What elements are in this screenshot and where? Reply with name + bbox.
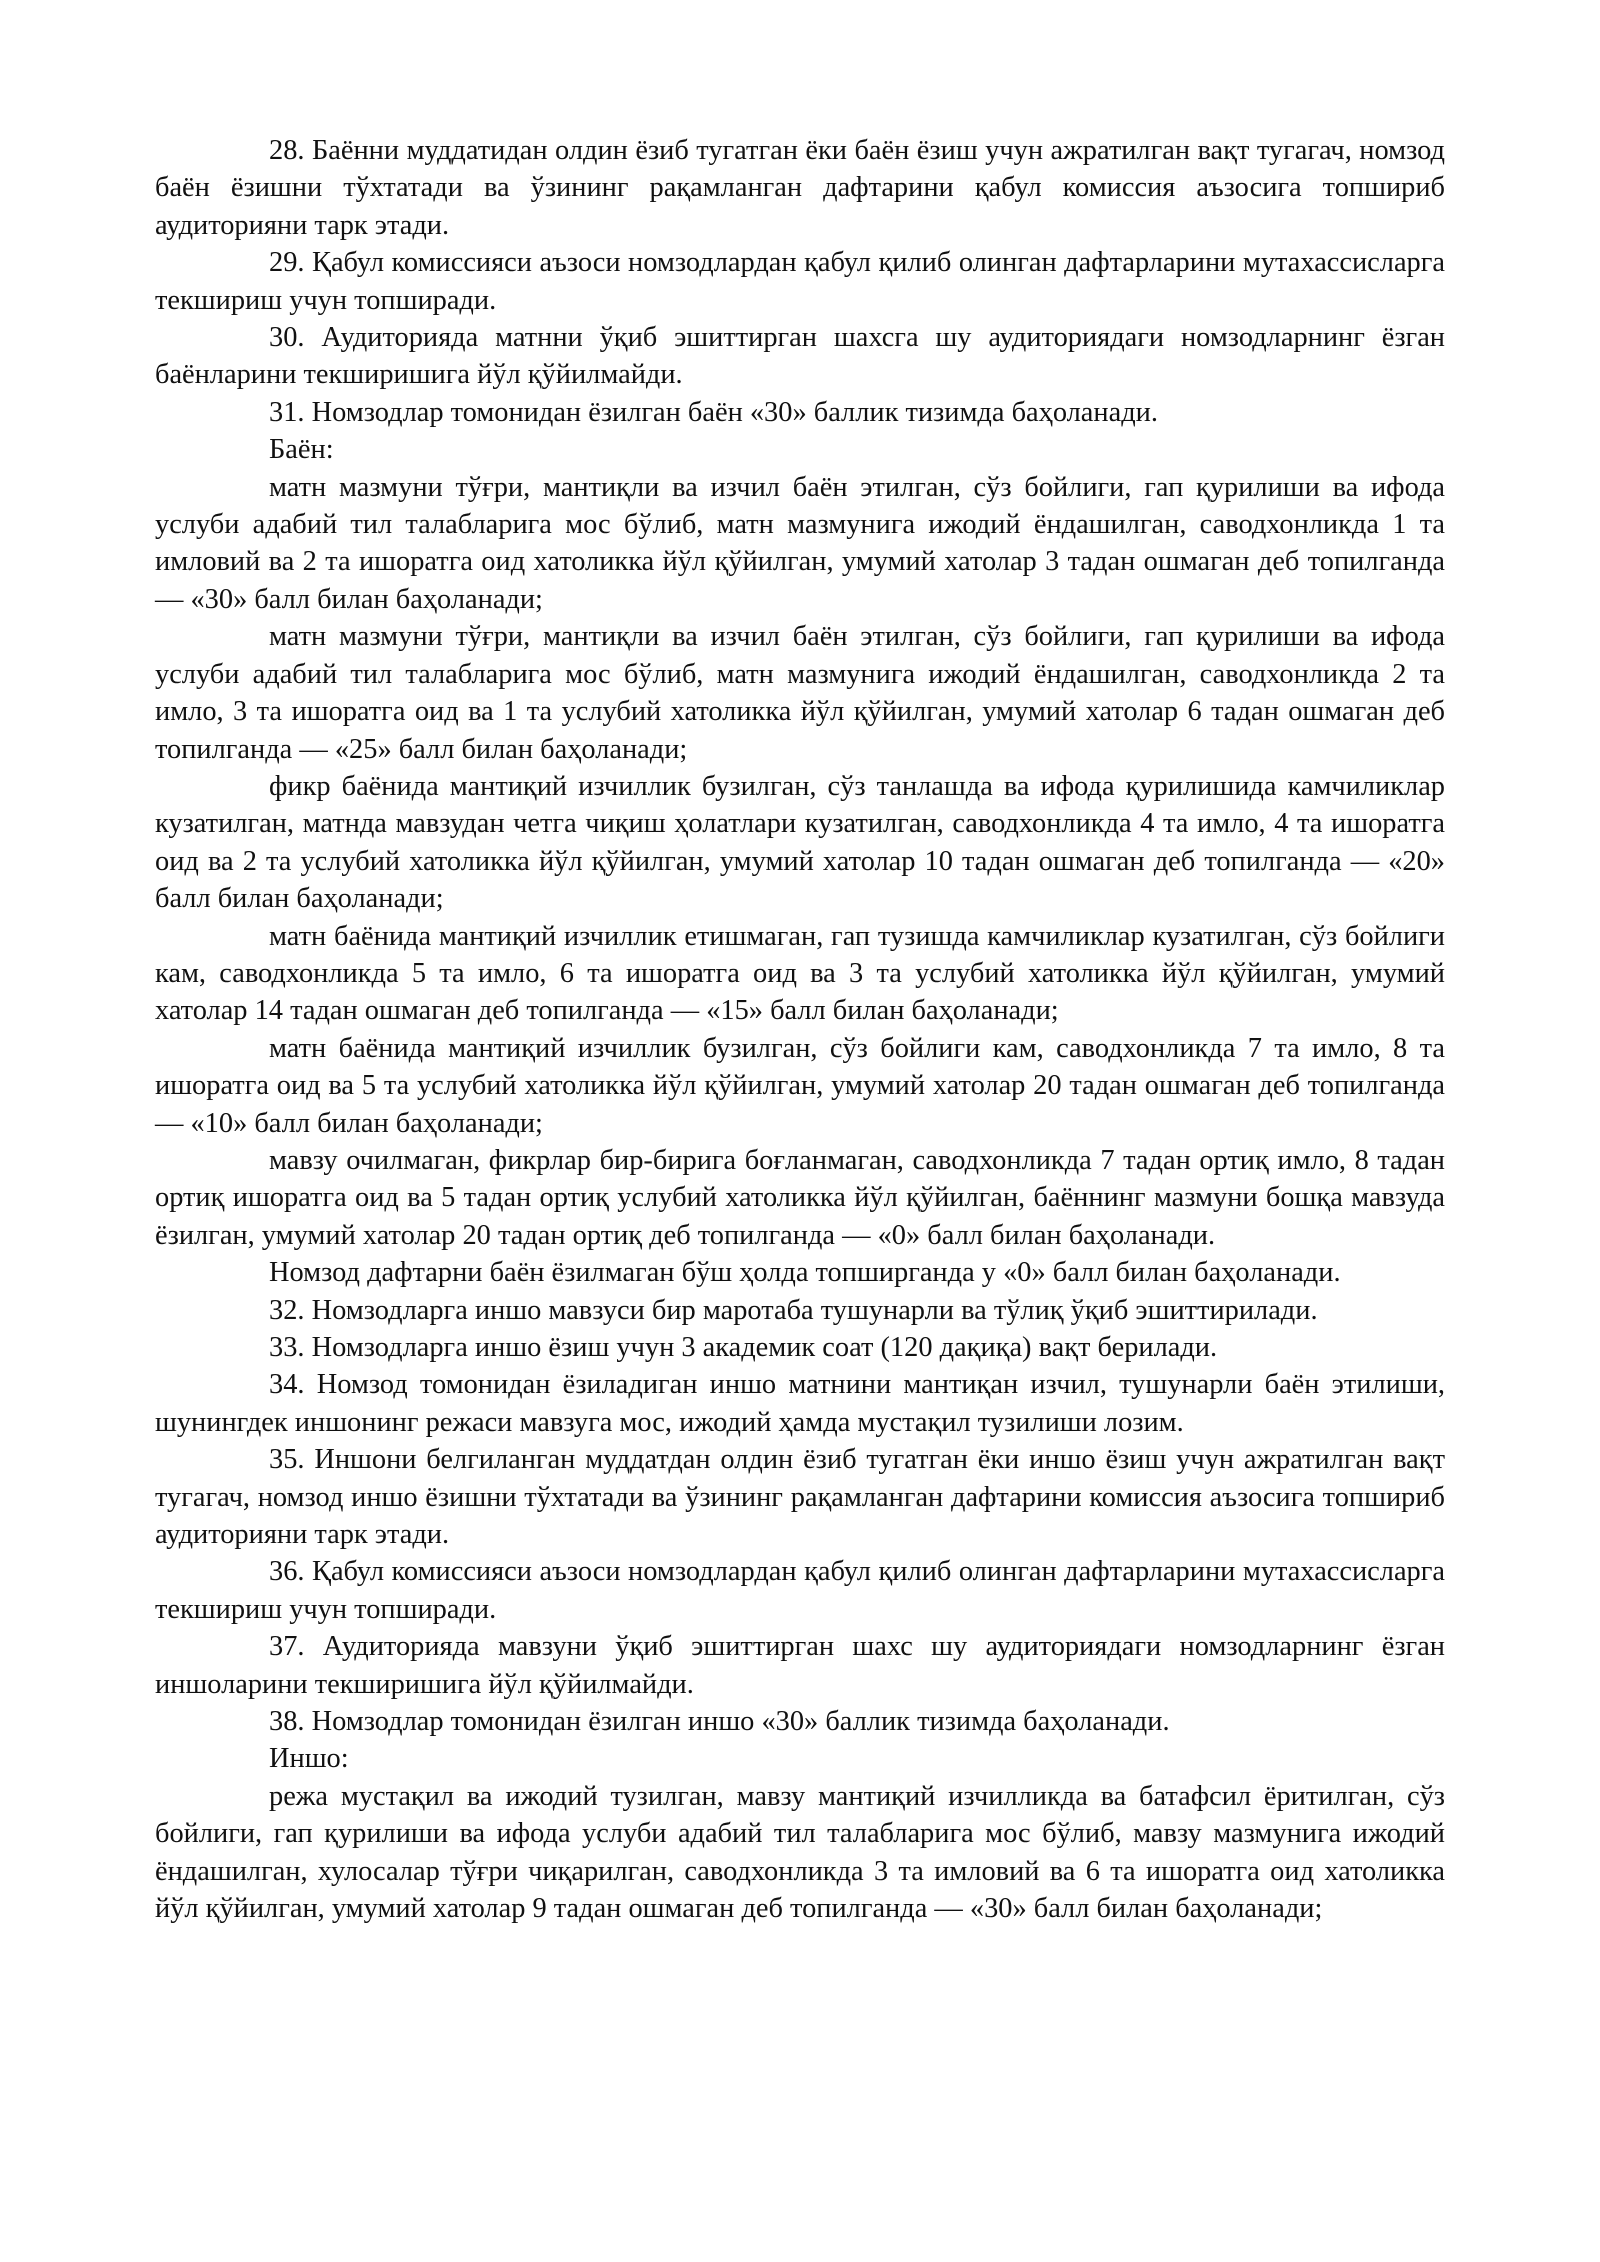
paragraph-38: 38. Номзодлар томонидан ёзилган иншо «30» баллик тизимда баҳоланади. [269,1706,1170,1738]
subheading-bayon: Баён: [269,434,334,466]
blank-notebook-note: Номзод дафтарни баён ёзилмаган бўш ҳолда топширганда у «0» балл билан баҳоланади. [269,1257,1341,1289]
criterion-insho-30: режа мустақил ва ижодий тузилган, мавзу мантиқий изчилликда ва батафсил ёритилган, сўз бойлиги, гап қурилиши ва ифода услуби адабий тил талабларига мос бўлиб, мавзу мазмунига ижодий ёндашилган, хулосалар тўғри чиқарилган, саводхонликда 3 та имловий ва 6 та ишоратга оид хатоликка йўл қўйилган, умумий хатолар 9 тадан ошмаган деб топилганда — «30» балл билан баҳоланади; [155,1780,1445,1925]
paragraph-28: 28. Баённи муддатидан олдин ёзиб тугатган ёки баён ёзиш учун ажратилган вақт тугагач, номзод баён ёзишни тўхтатади ва ўзининг рақамланган дафтарини қабул комиссия аъзосига топшириб аудиторияни тарк этади. [155,135,1445,241]
paragraph-35: 35. Иншони белгиланган муддатдан олдин ёзиб тугатган ёки иншо ёзиш учун ажратилган вақт тугагач, номзод иншо ёзишни тўхтатади ва ўзининг рақамланган дафтарини комиссия аъзосига топшириб аудиторияни тарк этади. [155,1444,1445,1551]
subheading-insho: Иншо: [269,1743,349,1775]
document-page [155,132,1445,1928]
criterion-bayon-15: матн баёнида мантиқий изчиллик етишмаган, гап тузишда камчиликлар кузатилган, сўз бойлиги кам, саводхонликда 5 та имло, 6 та ишоратга оид ва 3 та услубий хатоликка йўл қўйилган, умумий хатолар 14 тадан ошмаган деб топилганда — «15» балл билан баҳоланади; [155,920,1445,1027]
paragraph-31: 31. Номзодлар томонидан ёзилган баён «30» баллик тизимда баҳоланади. [269,396,1158,428]
criterion-bayon-10: матн баёнида мантиқий изчиллик бузилган, сўз бойлиги кам, саводхонликда 7 та имло, 8 та ишоратга оид ва 5 та услубий хатоликка йўл қўйилган, умумий хатолар 20 тадан ошмаган деб топилганда — «10» балл билан баҳоланади; [155,1032,1445,1139]
paragraph-33: 33. Номзодларга иншо ёзиш учун 3 академик соат (120 дақиқа) вақт берилади. [269,1332,1218,1363]
paragraph-30: 30. Аудиторияда матнни ўқиб эшиттирган шахсга шу аудиториядаги номзодларнинг ёзган баёнларини текширишига йўл қўйилмайди. [155,322,1445,391]
criterion-bayon-0: мавзу очилмаган, фикрлар бир-бирига боғланмаган, саводхонликда 7 тадан ортиқ имло, 8 тадан ортиқ ишоратга оид ва 5 тадан ортиқ услубий хатоликка йўл қўйилган, баённинг мазмуни бошқа мавзуда ёзилган, умумий хатолар 20 тадан ортиқ деб топилганда — «0» балл билан баҳоланади. [155,1144,1445,1251]
paragraph-34: 34. Номзод томонидан ёзиладиган иншо матнини мантиқан изчил, тушунарли баён этилиши, шунингдек иншонинг режаси мавзуга мос, ижодий ҳамда мустақил тузилиши лозим. [155,1369,1445,1438]
paragraph-37: 37. Аудиторияда мавзуни ўқиб эшиттирган шахс шу аудиториядаги номзодларнинг ёзган иншоларини текширишига йўл қўйилмайди. [155,1631,1445,1700]
paragraph-36: 36. Қабул комиссияси аъзоси номзодлардан қабул қилиб олинган дафтарларини мутахассисларга текшириш учун топширади. [155,1556,1445,1625]
criterion-bayon-25: матн мазмуни тўғри, мантиқли ва изчил баён этилган, сўз бойлиги, гап қурилиши ва ифода услуби адабий тил талабларига мос бўлиб, матн мазмунига ижодий ёндашилган, саводхонликда 2 та имло, 3 та ишоратга оид ва 1 та услубий хатоликка йўл қўйилган, умумий хатолар 6 тадан ошмаган деб топилганда — «25» балл билан баҳоланади; [155,621,1445,765]
criterion-bayon-20: фикр баёнида мантиқий изчиллик бузилган, сўз танлашда ва ифода қурилишида камчиликлар кузатилган, матнда мавзудан четга чиқиш ҳолатлари кузатилган, саводхонликда 4 та имло, 4 та ишоратга оид ва 2 та услубий хатоликка йўл қўйилган, умумий хатолар 10 тадан ошмаган деб топилганда — «20» балл билан баҳоланади; [155,770,1445,915]
paragraph-32: 32. Номзодларга иншо мавзуси бир маротаба тушунарли ва тўлиқ ўқиб эшиттирилади. [269,1294,1318,1326]
paragraph-29: 29. Қабул комиссияси аъзоси номзодлардан қабул қилиб олинган дафтарларини мутахассисларга текшириш учун топширади. [155,247,1445,316]
criterion-bayon-30: матн мазмуни тўғри, мантиқли ва изчил баён этилган, сўз бойлиги, гап қурилиши ва ифода услуби адабий тил талабларига мос бўлиб, матн мазмунига ижодий ёндашилган, саводхонликда 1 та имловий ва 2 та ишоратга оид хатоликка йўл қўйилган, умумий хатолар 3 тадан ошмаган деб топилганда — «30» балл билан баҳоланади; [155,471,1445,615]
